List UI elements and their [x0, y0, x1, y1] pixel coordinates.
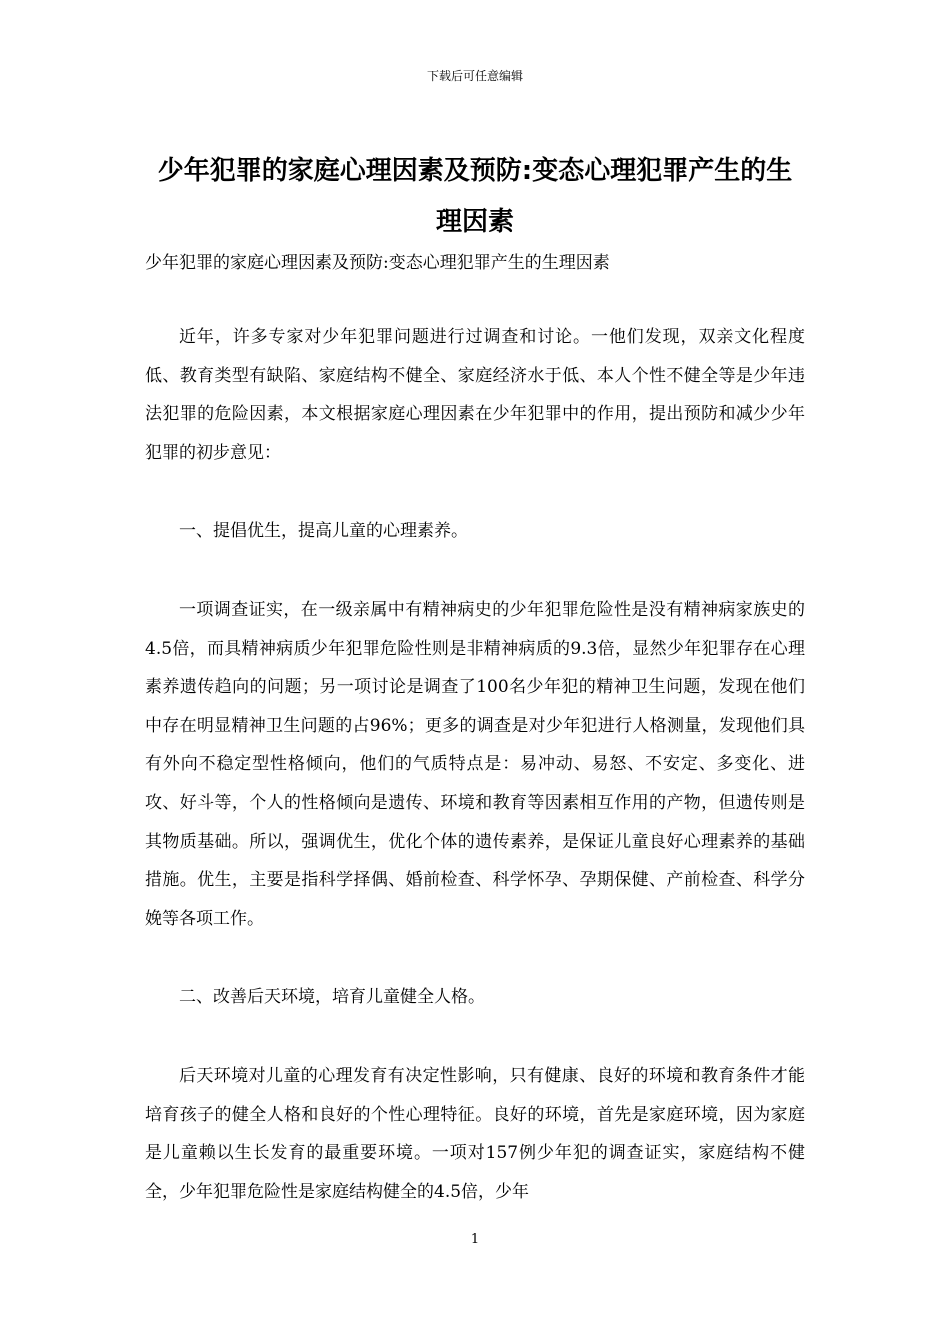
body-paragraph: 后天环境对儿童的心理发育有决定性影响，只有健康、良好的环境和教育条件才能培育孩子的健全人格和良好的个性心理特征。良好的环境，首先是家庭环境，因为家庭是儿童赖以生长发育的最重要环境。一项对157例少年犯的调查证实，家庭结构不健全，少年犯罪危险性是家庭结构健全的4.5倍，少年	[145, 1065, 805, 1202]
section-heading-2: 二、改善后天环境，培育儿童健全人格。	[179, 987, 485, 1008]
body-paragraph: 一项调查证实，在一级亲属中有精神病史的少年犯罪危险性是没有精神病家族史的4.5倍，而具精神病质少年犯罪危险性则是非精神病质的9.3倍，显然少年犯罪存在心理素养遗传趋向的问题；另一项讨论是调查了100名少年犯的精神卫生问题，发现在他们中存在明显精神卫生问题的占96%；更多的调查是对少年犯进行人格测量，发现他们具有外向不稳定型性格倾向，他们的气质特点是：易冲动、易怒、不安定、多变化、进攻、好斗等，个人的性格倾向是遗传、环境和教育等因素相互作用的产物，但遗传则是其物质基础。所以，强调优生，优化个体的遗传素养，是保证儿童良好心理素养的基础措施。优生，主要是指科学择偶、婚前检查、科学怀孕、孕期保健、产前检查、科学分娩等各项工作。	[145, 599, 805, 929]
document-body	[145, 318, 805, 1211]
section-heading-1: 一、提倡优生，提高儿童的心理素养。	[179, 521, 468, 542]
page-number: 1	[470, 1232, 480, 1247]
document-title: 少年犯罪的家庭心理因素及预防:变态心理犯罪产生的生理因素	[157, 156, 793, 237]
header-note: 下载后可任意编辑	[426, 69, 523, 83]
intro-paragraph: 近年，许多专家对少年犯罪问题进行过调查和讨论。一他们发现，双亲文化程度低、教育类型有缺陷、家庭结构不健全、家庭经济水于低、本人个性不健全等是少年违法犯罪的危险因素，本文根据家庭心理因素在少年犯罪中的作用，提出预防和减少少年犯罪的初步意见：	[145, 327, 805, 463]
document-subtitle: 少年犯罪的家庭心理因素及预防:变态心理犯罪产生的生理因素	[145, 253, 610, 273]
